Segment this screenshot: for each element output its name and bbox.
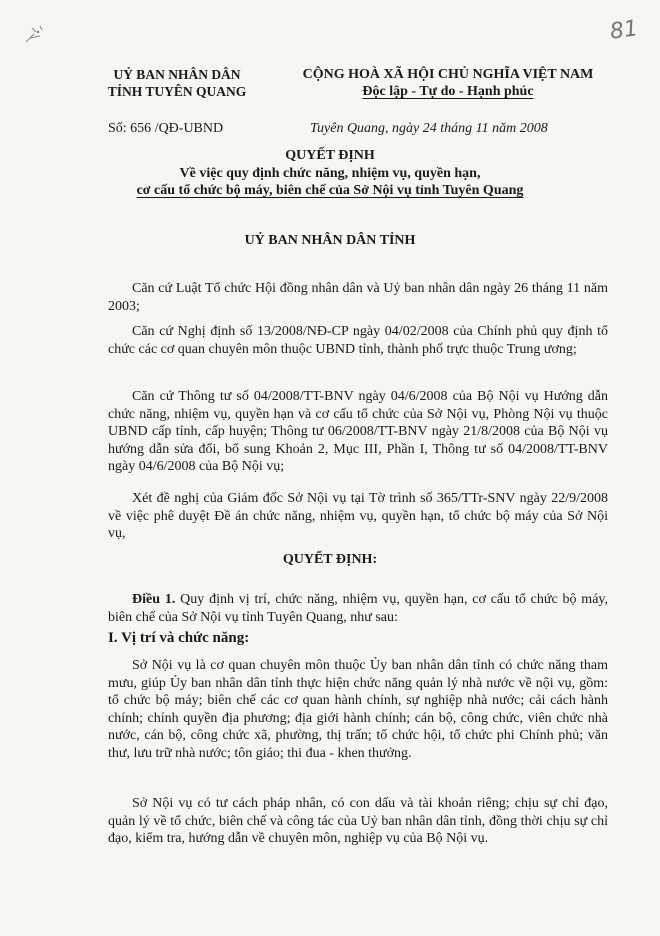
title-line-1: Về việc quy định chức năng, nhiệm vụ, quyền hạn, (179, 165, 481, 181)
section-1-para-1-text: Sở Nội vụ là cơ quan chuyên môn thuộc Ủy ban nhân dân tỉnh có chức năng tham mưu, giúp Ủy ban nhân dân tỉnh thực hiện chức năng quản lý nhà nước về nội vụ, gồm: tổ chức bộ máy; biên chế các cơ quan hành chính, sự nghiệp nhà nước; cải cách hành chính; chính quyền địa phương; địa giới hành chính; cán bộ, công chức, viên chức nhà nước, cán bộ, công chức xã, phường, thị trấn; tổ chức hội, tổ chức phi Chính phủ; văn thư, lưu trữ nhà nước; tôn giáo; thi đua - khen thưởng. (108, 658, 608, 761)
preamble-1 (108, 280, 608, 315)
margin-note: 81 (608, 16, 640, 45)
section-1-para-1 (108, 657, 608, 763)
section-1-title: I. Vị trí và chức năng: (108, 630, 250, 646)
preamble-3 (108, 388, 608, 476)
preamble-3-text: Căn cứ Thông tư số 04/2008/TT-BNV ngày 04/6/2008 của Bộ Nội vụ Hướng dẫn chức năng, nhiệm vụ, quyền hạn và cơ cấu tổ chức của Sở Nội vụ, Phòng Nội vụ thuộc UBND cấp tỉnh, cấp huyện; Thông tư 06/2008/TT-BNV ngày 21/8/2008 của Bộ Nội vụ hướng dẫn sửa đổi, bổ sung Khoản 2, Mục III, Phần I, Thông tư số 04/2008/TT-BNV ngày 04/6/2008 của Bộ Nội vụ; (108, 389, 608, 475)
preamble-2 (108, 323, 608, 358)
national-header (298, 66, 598, 100)
section-1-para-2 (108, 795, 608, 848)
place-date: Tuyên Quang, ngày 24 tháng 11 năm 2008 (310, 121, 548, 136)
title-heading: QUYẾT ĐỊNH (285, 148, 375, 163)
national-motto: Độc lập - Tự do - Hạnh phúc (362, 84, 534, 99)
article-1-lead: Điều 1. (132, 592, 176, 607)
section-1-para-2-text: Sở Nội vụ có tư cách pháp nhân, có con dấu và tài khoản riêng; chịu sự chỉ đạo, quản lý về tổ chức, biên chế và công tác của Uỷ ban nhân dân tỉnh, đồng thời chịu sự chỉ đạo, kiểm tra, hướng dẫn về chuyên môn, nghiệp vụ của Bộ Nội vụ. (108, 796, 608, 847)
org-line-1: UỶ BAN NHÂN DÂN (113, 67, 241, 82)
nation-name: CỘNG HOÀ XÃ HỘI CHỦ NGHĨA VIỆT NAM (302, 67, 594, 82)
issuing-authority (92, 66, 262, 100)
preamble-4-text: Xét đề nghị của Giám đốc Sở Nội vụ tại Tờ trình số 365/TTr-SNV ngày 22/9/2008 về việc phê duyệt Đề án chức năng, nhiệm vụ, quyền hạn, tổ chức bộ máy của Sở Nội vụ, (108, 491, 608, 542)
authority-heading: UỶ BAN NHÂN DÂN TỈNH (244, 233, 416, 248)
preamble-2-text: Căn cứ Nghị định số 13/2008/NĐ-CP ngày 04/02/2008 của Chính phủ quy định tổ chức các cơ quan chuyên môn thuộc UBND tỉnh, thành phố trực thuộc Trung ương; (108, 324, 608, 357)
scan-mark-icon (22, 20, 62, 50)
org-line-2: TỈNH TUYÊN QUANG (107, 84, 247, 99)
document-title (80, 147, 580, 200)
title-line-2: cơ cấu tổ chức bộ máy, biên chế của Sở Nội vụ tỉnh Tuyên Quang (136, 183, 524, 198)
decision-heading: QUYẾT ĐỊNH: (282, 552, 378, 567)
document-number: Số: 656 /QĐ-UBND (108, 121, 224, 136)
article-1 (108, 591, 608, 626)
preamble-1-text: Căn cứ Luật Tổ chức Hội đồng nhân dân và Uỷ ban nhân dân ngày 26 tháng 11 năm 2003; (108, 281, 608, 314)
preamble-4 (108, 490, 608, 543)
article-1-text: Quy định vị trí, chức năng, nhiệm vụ, quyền hạn, cơ cấu tổ chức bộ máy, biên chế của Sở Nội vụ tỉnh Tuyên Quang, như sau: (108, 592, 608, 625)
